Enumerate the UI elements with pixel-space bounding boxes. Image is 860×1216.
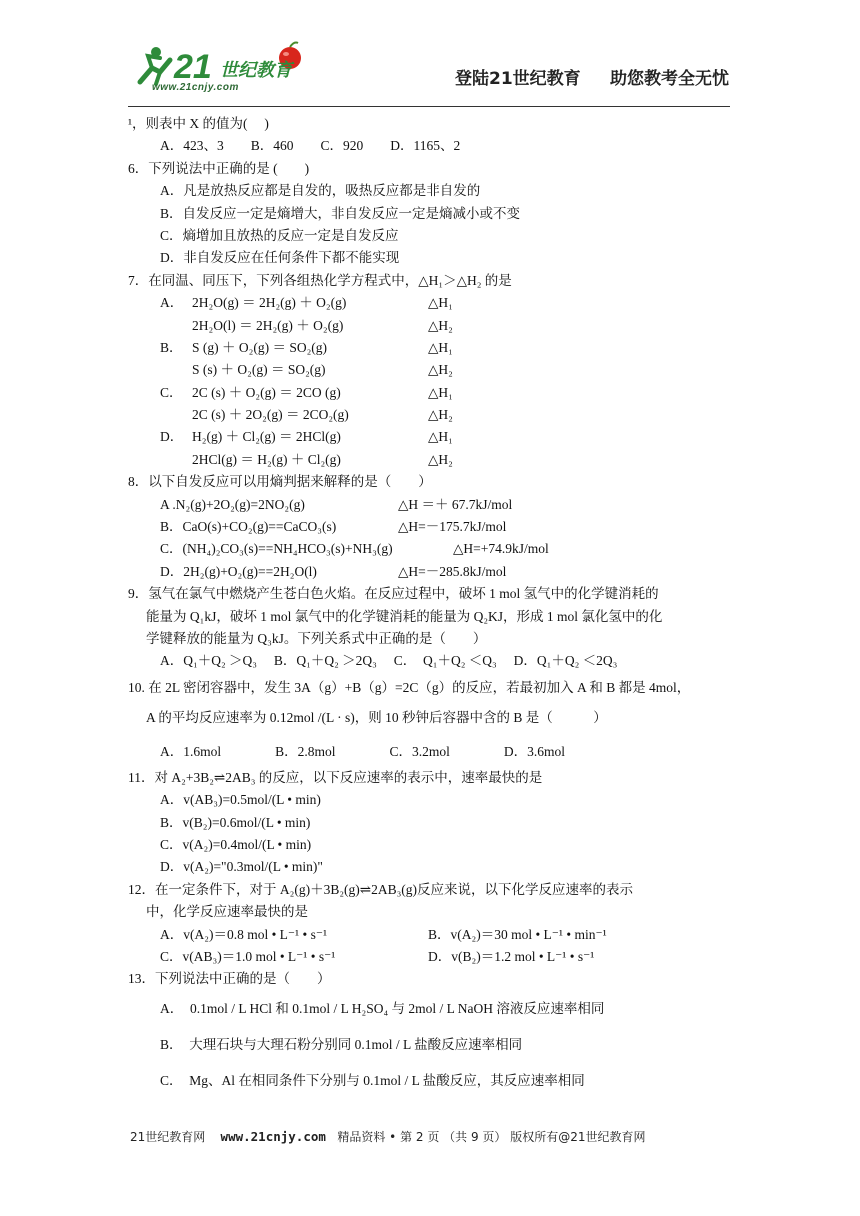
q7-equation-2: 2C (s) ＋ 2O₂(g) ＝ 2CO₂(g) bbox=[192, 407, 349, 423]
q7-option-label: B． bbox=[160, 339, 183, 355]
q7-option-row bbox=[128, 315, 733, 337]
q7-option-row bbox=[128, 292, 733, 314]
q7-enthalpy-1: △H₁ bbox=[428, 384, 453, 400]
q8-equation: D．2H₂(g)+O₂(g)==2H₂O(l) bbox=[160, 563, 317, 579]
q11-option-a: A．v(AB₃)=0.5mol/(L • min) bbox=[160, 792, 321, 808]
header-slogan-help: 助您教考全无忧 bbox=[610, 69, 729, 89]
q13-option-a: A． 0.1mol / L HCl 和 0.1mol / L H₂SO₄ 与 2mol / L NaOH 溶液反应速率相同 bbox=[160, 1000, 605, 1016]
q12-stem-line1: 12．在一定条件下，对于 A₂(g)＋3B₂(g)⇌2AB₃(g)反应来说，以下化学反应速率的表示 bbox=[128, 881, 634, 897]
q12-stem-line2: 中，化学反应速率最快的是 bbox=[146, 904, 308, 920]
q8-equation: A .N₂(g)+2O₂(g)=2NO₂(g) bbox=[160, 496, 305, 512]
q11-option-b: B．v(B₂)=0.6mol/(L • min) bbox=[160, 814, 311, 830]
q8-option-row bbox=[128, 538, 733, 560]
q12-option-a: A．v(A₂)＝0.8 mol • L⁻¹ • s⁻¹ bbox=[160, 926, 327, 942]
q8-stem: 8．以下自发反应可以用熵判据来解释的是（ ） bbox=[128, 474, 432, 490]
q8-option-row bbox=[128, 494, 733, 516]
q11-option-d: D．v(A₂)="0.3mol/(L • min)" bbox=[160, 859, 323, 875]
q8-equation: B．CaO(s)+CO₂(g)==CaCO₃(s) bbox=[160, 519, 337, 535]
q12-option-d: D．v(B₂)＝1.2 mol • L⁻¹ • s⁻¹ bbox=[428, 948, 595, 964]
footer-site-link[interactable]: www.21cnjy.com bbox=[220, 1129, 326, 1144]
header-divider bbox=[128, 106, 730, 107]
q7-option-label: A． bbox=[160, 295, 184, 311]
q5-options: A．423、3 B．460 C．920 D．1165、2 bbox=[160, 138, 461, 154]
q7-option-row bbox=[128, 382, 733, 404]
q5-tail: ¹，则表中 X 的值为( ) bbox=[128, 116, 269, 131]
q12-options-row2 bbox=[128, 946, 733, 968]
q8-equation: C．(NH₄)₂CO₃(s)==NH₄HCO₃(s)+NH₃(g) bbox=[160, 541, 393, 557]
q8-options bbox=[128, 494, 733, 584]
q10-stem-line1: 10. 在 2L 密闭容器中，发生 3A（g）+B（g）=2C（g）的反应，若最初加入 A 和 B 都是 4mol， bbox=[128, 679, 691, 695]
q8-enthalpy: △H=－285.8kJ/mol bbox=[398, 563, 507, 579]
q12-option-b: B．v(A₂)＝30 mol • L⁻¹ • min⁻¹ bbox=[428, 926, 607, 942]
q9-stem-line2: 能量为 Q₁kJ，破坏 1 mol 氯气中的化学键消耗的能量为 Q₂KJ，形成 1 mol 氯化氢中的化 bbox=[146, 608, 663, 624]
q7-enthalpy-2: △H₂ bbox=[428, 362, 453, 378]
q13-stem: 13．下列说法中正确的是（ ） bbox=[128, 971, 331, 987]
q12-option-c: C．v(AB₃)＝1.0 mol • L⁻¹ • s⁻¹ bbox=[160, 948, 336, 964]
q6-option-b: B．自发反应一定是熵增大，非自发反应一定是熵减小或不变 bbox=[160, 205, 521, 221]
q6-option-a: A．凡是放热反应都是自发的，吸热反应都是非自发的 bbox=[160, 183, 481, 199]
q10-stem-line2: A 的平均反应速率为 0.12mol /(L · s)，则 10 秒钟后容器中含的 B 是（ ） bbox=[146, 709, 607, 725]
footer-site-name: 21世纪教育网 bbox=[130, 1130, 206, 1144]
q8-enthalpy: △H=+74.9kJ/mol bbox=[453, 541, 549, 557]
q7-option-label: C． bbox=[160, 384, 183, 400]
q13-option-c: C． Mg、Al 在相同条件下分别与 0.1mol / L 盐酸反应，其反应速率相同 bbox=[160, 1072, 585, 1088]
logo-domain: www.21cnjy.com bbox=[152, 82, 239, 93]
q8-enthalpy: △H ＝＋ 67.7kJ/mol bbox=[398, 496, 513, 512]
q11-option-c: C．v(A₂)=0.4mol/(L • min) bbox=[160, 836, 312, 852]
q9-stem-line3: 学键释放的能量为 Q₃kJ。下列关系式中正确的是（ ） bbox=[146, 630, 487, 646]
svg-text:世纪教育: 世纪教育 bbox=[220, 60, 292, 81]
q6-stem: 6．下列说法中正确的是 ( ) bbox=[128, 160, 310, 176]
site-logo bbox=[130, 38, 320, 100]
q10-options: A．1.6mol B．2.8mol C．3.2mol D．3.6mol bbox=[160, 743, 566, 759]
q12-options-row1 bbox=[128, 924, 733, 946]
q7-option-row bbox=[128, 337, 733, 359]
q7-equation-2: 2HCl(g) ＝ H₂(g) ＋ Cl₂(g) bbox=[192, 451, 341, 467]
q7-equation-2: 2H₂O(l) ＝ 2H₂(g) ＋ O₂(g) bbox=[192, 317, 344, 333]
q7-enthalpy-2: △H₂ bbox=[428, 317, 453, 333]
q7-option-row bbox=[128, 359, 733, 381]
q8-option-row bbox=[128, 561, 733, 583]
q7-equation-1: 2C (s) ＋ O₂(g) ＝ 2CO (g) bbox=[192, 384, 341, 400]
q8-option-row bbox=[128, 516, 733, 538]
page-header bbox=[0, 0, 860, 110]
q11-stem: 11．对 A₂+3B₂⇌2AB₃ 的反应，以下反应速率的表示中，速率最快的是 bbox=[128, 769, 543, 785]
q7-option-row bbox=[128, 404, 733, 426]
q13-option-b: B． 大理石块与大理石粉分别同 0.1mol / L 盐酸反应速率相同 bbox=[160, 1036, 523, 1052]
q6-option-d: D．非自发反应在任何条件下都不能实现 bbox=[160, 250, 400, 266]
q9-stem-line1: 9．氢气在氯气中燃烧产生苍白色火焰。在反应过程中，破坏 1 mol 氢气中的化学键消耗的 bbox=[128, 586, 659, 602]
q7-equation-2: S (s) ＋ O₂(g) ＝ SO₂(g) bbox=[192, 362, 326, 378]
q7-enthalpy-1: △H₁ bbox=[428, 429, 453, 445]
footer-page-info: 精品资料 • 第 2 页 （共 9 页） 版权所有@21世纪教育网 bbox=[337, 1130, 646, 1144]
q7-equation-1: H₂(g) ＋ Cl₂(g) ＝ 2HCl(g) bbox=[192, 429, 341, 445]
q7-enthalpy-1: △H₁ bbox=[428, 339, 453, 355]
exam-content bbox=[128, 113, 733, 1099]
q6-option-c: C．熵增加且放热的反应一定是自发反应 bbox=[160, 227, 399, 243]
q7-option-row bbox=[128, 449, 733, 471]
q9-options: A．Q₁＋Q₂ ＞Q₃ B．Q₁＋Q₂ ＞2Q₃ C． Q₁＋Q₂ ＜Q₃ D．Q₁＋Q₂ ＜2Q₃ bbox=[160, 653, 618, 669]
q7-enthalpy-2: △H₂ bbox=[428, 451, 453, 467]
q7-option-label: D． bbox=[160, 429, 184, 445]
q7-enthalpy-2: △H₂ bbox=[428, 407, 453, 423]
q8-enthalpy: △H=－175.7kJ/mol bbox=[398, 519, 507, 535]
q7-equation-1: 2H₂O(g) ＝ 2H₂(g) ＋ O₂(g) bbox=[192, 295, 347, 311]
q7-enthalpy-1: △H₁ bbox=[428, 295, 453, 311]
header-slogan-login: 登陆21世纪教育 bbox=[455, 69, 581, 89]
q7-option-row bbox=[128, 426, 733, 448]
svg-text:21: 21 bbox=[174, 48, 212, 86]
q7-equation-1: S (g) ＋ O₂(g) ＝ SO₂(g) bbox=[192, 339, 328, 355]
q7-options bbox=[128, 292, 733, 471]
page-footer bbox=[130, 1128, 730, 1145]
q7-stem: 7．在同温、同压下，下列各组热化学方程式中，△H₁＞△H₂ 的是 bbox=[128, 272, 512, 288]
